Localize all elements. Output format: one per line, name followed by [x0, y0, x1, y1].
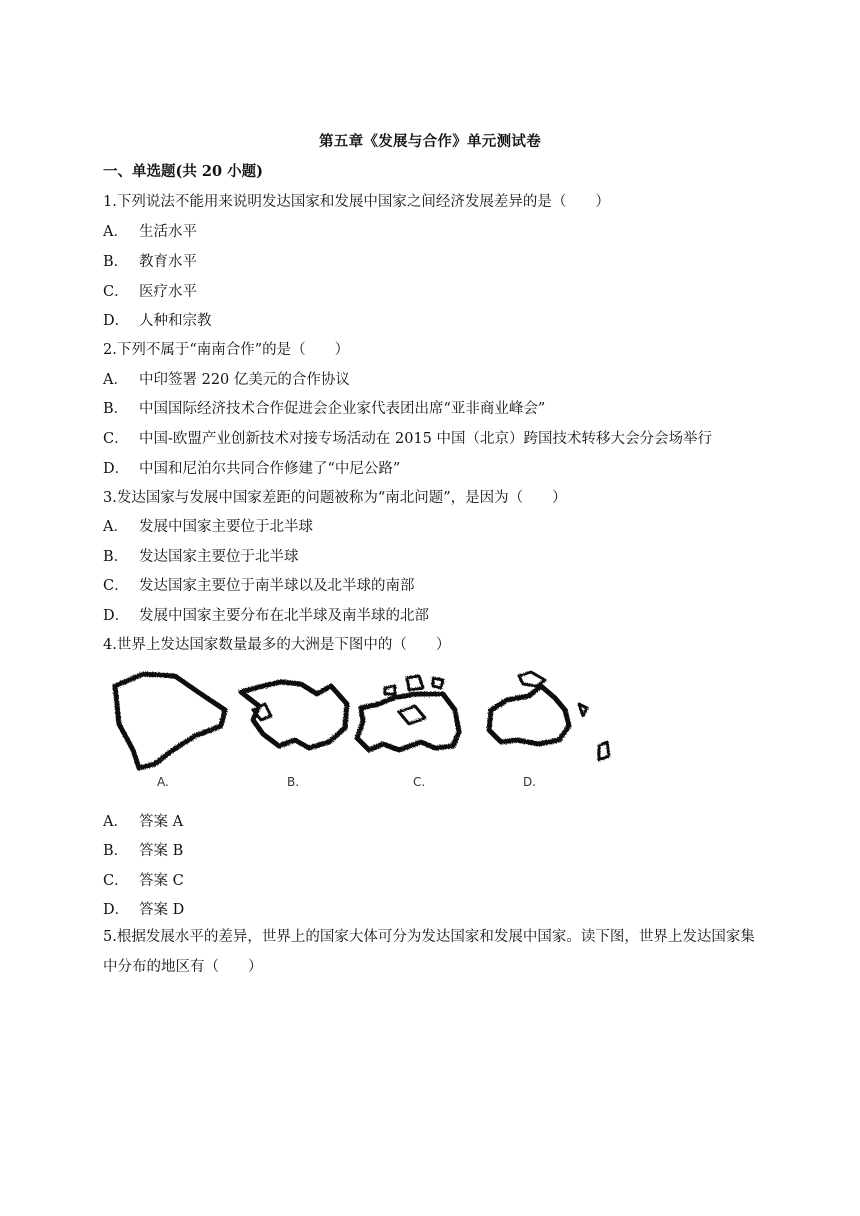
option-key: C．	[103, 431, 129, 447]
exam-title: 第五章《发展与合作》单元测试卷	[319, 133, 541, 150]
option-text: 中国和尼泊尔共同合作修建了“中尼公路”	[139, 461, 401, 477]
option-text: 教育水平	[139, 254, 197, 270]
option-key: B．	[103, 549, 129, 565]
question-2-stem: 2.下列不属于“南南合作”的是（ ）	[103, 342, 350, 358]
option-key: D．	[103, 461, 130, 477]
question-4-stem: 4.世界上发达国家数量最多的大洲是下图中的（ ）	[103, 637, 451, 653]
map-label-d: D.	[523, 775, 537, 789]
question-1-stem: 1.下列说法不能用来说明发达国家和发展中国家之间经济发展差异的是（ ）	[103, 194, 610, 210]
option-text: 中印签署 220 亿美元的合作协议	[139, 372, 350, 388]
question-1-option-d[interactable]	[103, 309, 212, 330]
continent-a-outline	[115, 674, 225, 768]
question-3-option-b[interactable]	[103, 545, 299, 566]
option-key: A．	[103, 814, 128, 830]
option-text: 发达国家主要位于南半球以及北半球的南部	[139, 578, 415, 594]
option-key: A．	[103, 519, 128, 535]
continent-map-strip	[103, 664, 643, 794]
question-2-option-c[interactable]	[103, 427, 712, 448]
option-key: A．	[103, 372, 128, 388]
question-4-option-d[interactable]	[103, 898, 184, 919]
option-text: 中国国际经济技术合作促进会企业家代表团出席“亚非商业峰会”	[139, 401, 546, 417]
option-text: 答案 A	[139, 814, 184, 830]
question-3-option-a[interactable]	[103, 515, 313, 536]
question-2-option-a[interactable]	[103, 368, 350, 389]
map-label-a: A.	[157, 775, 169, 789]
option-key: C．	[103, 578, 129, 594]
option-key: C．	[103, 873, 129, 889]
option-text: 发展中国家主要位于北半球	[139, 519, 313, 535]
map-label-b: B.	[287, 775, 300, 789]
option-text: 发展中国家主要分布在北半球及南半球的北部	[139, 608, 429, 624]
question-3-option-d[interactable]	[103, 604, 429, 625]
option-text: 中国-欧盟产业创新技术对接专场活动在 2015 中国（北京）跨国技术转移大会分会场举行	[139, 431, 713, 447]
continent-d-outline	[489, 686, 569, 744]
question-4-option-b[interactable]	[103, 839, 183, 860]
option-key: A．	[103, 224, 128, 240]
question-3-option-c[interactable]	[103, 574, 415, 595]
question-1-option-a[interactable]	[103, 220, 197, 241]
option-key: B．	[103, 401, 129, 417]
option-text: 医疗水平	[139, 284, 197, 300]
question-1-option-c[interactable]	[103, 280, 197, 301]
question-2-option-b[interactable]	[103, 397, 545, 418]
option-key: B．	[103, 843, 129, 859]
option-key: B．	[103, 254, 129, 270]
option-key: D．	[103, 608, 130, 624]
question-3-stem: 3.发达国家与发展中国家差距的问题被称为“南北问题”，是因为（ ）	[103, 490, 567, 506]
option-text: 人种和宗教	[139, 313, 212, 329]
option-text: 发达国家主要位于北半球	[139, 549, 299, 565]
option-text: 答案 D	[139, 902, 185, 918]
option-text: 答案 B	[139, 843, 184, 859]
option-text: 答案 C	[139, 873, 184, 889]
option-key: C．	[103, 284, 129, 300]
question-2-option-d[interactable]	[103, 457, 400, 478]
map-label-c: C.	[413, 775, 426, 789]
question-5-stem: 5.根据发展水平的差异，世界上的国家大体可分为发达国家和发展中国家。读下图，世界上发达国家集中分布的地区有（ ）	[103, 929, 755, 975]
option-text: 生活水平	[139, 224, 197, 240]
question-4-option-c[interactable]	[103, 869, 184, 890]
option-key: D．	[103, 902, 130, 918]
option-key: D．	[103, 313, 130, 329]
question-1-option-b[interactable]	[103, 250, 197, 271]
section-heading: 一、单选题(共 20 小题)	[103, 163, 263, 180]
question-4-option-a[interactable]	[103, 810, 183, 831]
